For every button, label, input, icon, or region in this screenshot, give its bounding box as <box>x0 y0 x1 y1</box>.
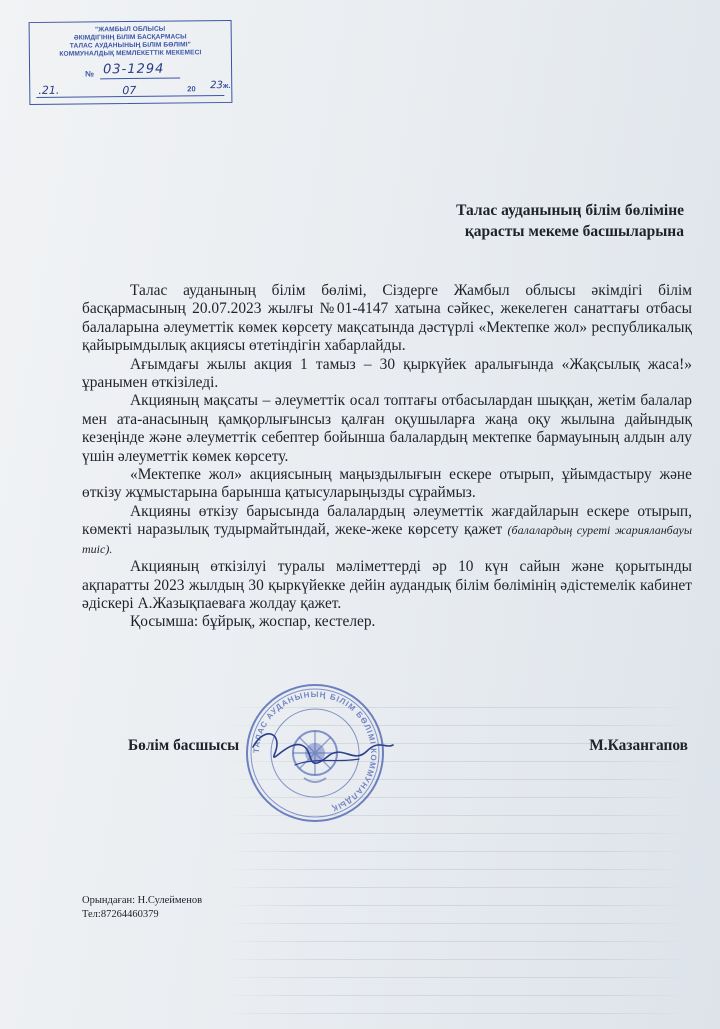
paragraph-note: (балалардың суреті жарияланбауы тиіс). <box>82 523 692 556</box>
handwritten-signature <box>235 705 405 795</box>
stamp-year-handwritten: 23 <box>210 80 224 92</box>
paragraph: «Мектепке жол» акциясының маңыздылығын ескере отырып, ұйымдастыру және өткізу жұмыстарына барынша қатысуларыңызды сұраймыз. <box>82 466 692 502</box>
stamp-date-day: .21. <box>38 83 60 97</box>
paragraph: Акцияның өткізілуі туралы мәліметтерді әр 10 күн сайын және қорытынды ақпаратты 2023 жылдың 30 қыркүйекке дейін аудандық білім бөлімінің әдістемелік кабинет әдіскері А.Жазықпаеваға жолдау қажет. <box>82 558 692 612</box>
addressee-line: Талас ауданының білім бөліміне <box>456 202 684 219</box>
paragraph: Талас ауданының білім бөлімі, Сіздерге Жамбыл облысы әкімдігі білім басқармасының 20.07.2023 жылғы №01-4147 хатына сәйкес, жекелеген санаттағы отбасы балаларына әлеуметтік көмек көрсету мақсатында дәстүрлі «Мектепке жол» республикалық қайырымдылық акциясы өтетіндігін хабарлайды. <box>82 282 692 355</box>
stamp-date-month: 07 <box>122 83 137 98</box>
stamp-number-underline <box>100 77 180 79</box>
stamp-number-label: № <box>85 69 95 79</box>
executor-phone: Тел:87264460379 <box>82 909 159 920</box>
stamp-year-suffix: ж. <box>222 80 231 91</box>
stamp-line: ӘКІМДІГІНІҢ БІЛІМ БАСҚАРМАСЫ <box>73 33 187 42</box>
stamp-line: ТАЛАС АУДАНЫНЫҢ БІЛІМ БӨЛІМІ" <box>69 41 191 50</box>
addressee-line: қарасты мекеме басшыларына <box>464 223 684 240</box>
seal-text: ТАЛАС АУДАНЫНЫҢ БІЛІМ БӨЛІМІ КОММУНАЛДЫҚ <box>251 689 379 814</box>
signatory-name: М.Казангапов <box>589 737 688 754</box>
stamp-date-year-prefix: 20 <box>187 84 196 94</box>
letter-body <box>82 282 692 632</box>
executor-name: Орындаған: Н.Сулейменов <box>82 895 203 906</box>
executor-block <box>82 894 202 922</box>
paragraph-text: Акцияны өткізу барысында балалардың әлеуметтік жағдайларын ескере отырып, көмекті наразылық тудырмайтындай, жеке-жеке көрсету қажет <box>82 502 692 539</box>
stamp-number-handwritten: 03-1294 <box>102 61 165 78</box>
stamp-line: КОММУНАЛДЫҚ МЕМЛЕКЕТТІК МЕКЕМЕСІ <box>59 49 202 58</box>
stamp-date-year <box>210 80 230 91</box>
attachment-line: Қосымша: бұйрық, жоспар, кестелер. <box>130 613 376 631</box>
stamp-date-underline <box>36 95 224 98</box>
stamp-line: "ЖАМБЫЛ ОБЛЫСЫ <box>94 25 166 34</box>
paragraph <box>82 503 692 558</box>
registration-stamp <box>29 20 233 105</box>
addressee-block <box>456 200 684 242</box>
paragraph: Акцияның мақсаты – әлеуметтік осал топтағы отбасылардан шыққан, жетім балалар мен ата-анасының қамқорлығынсыз қалған оқушыларға жаңа оқу жылына дайындық кезеңінде және әлеуметтік себептер бойынша балалардың мектепке бармауының алдын алу үшін әлеуметтік көмек көрсету. <box>82 392 692 465</box>
signatory-position: Бөлім басшысы <box>128 737 240 754</box>
paragraph: Ағымдағы жылы акция 1 тамыз – 30 қыркүйек аралығында «Жақсылық жаса!» ұранымен өткізіледі. <box>82 355 692 392</box>
